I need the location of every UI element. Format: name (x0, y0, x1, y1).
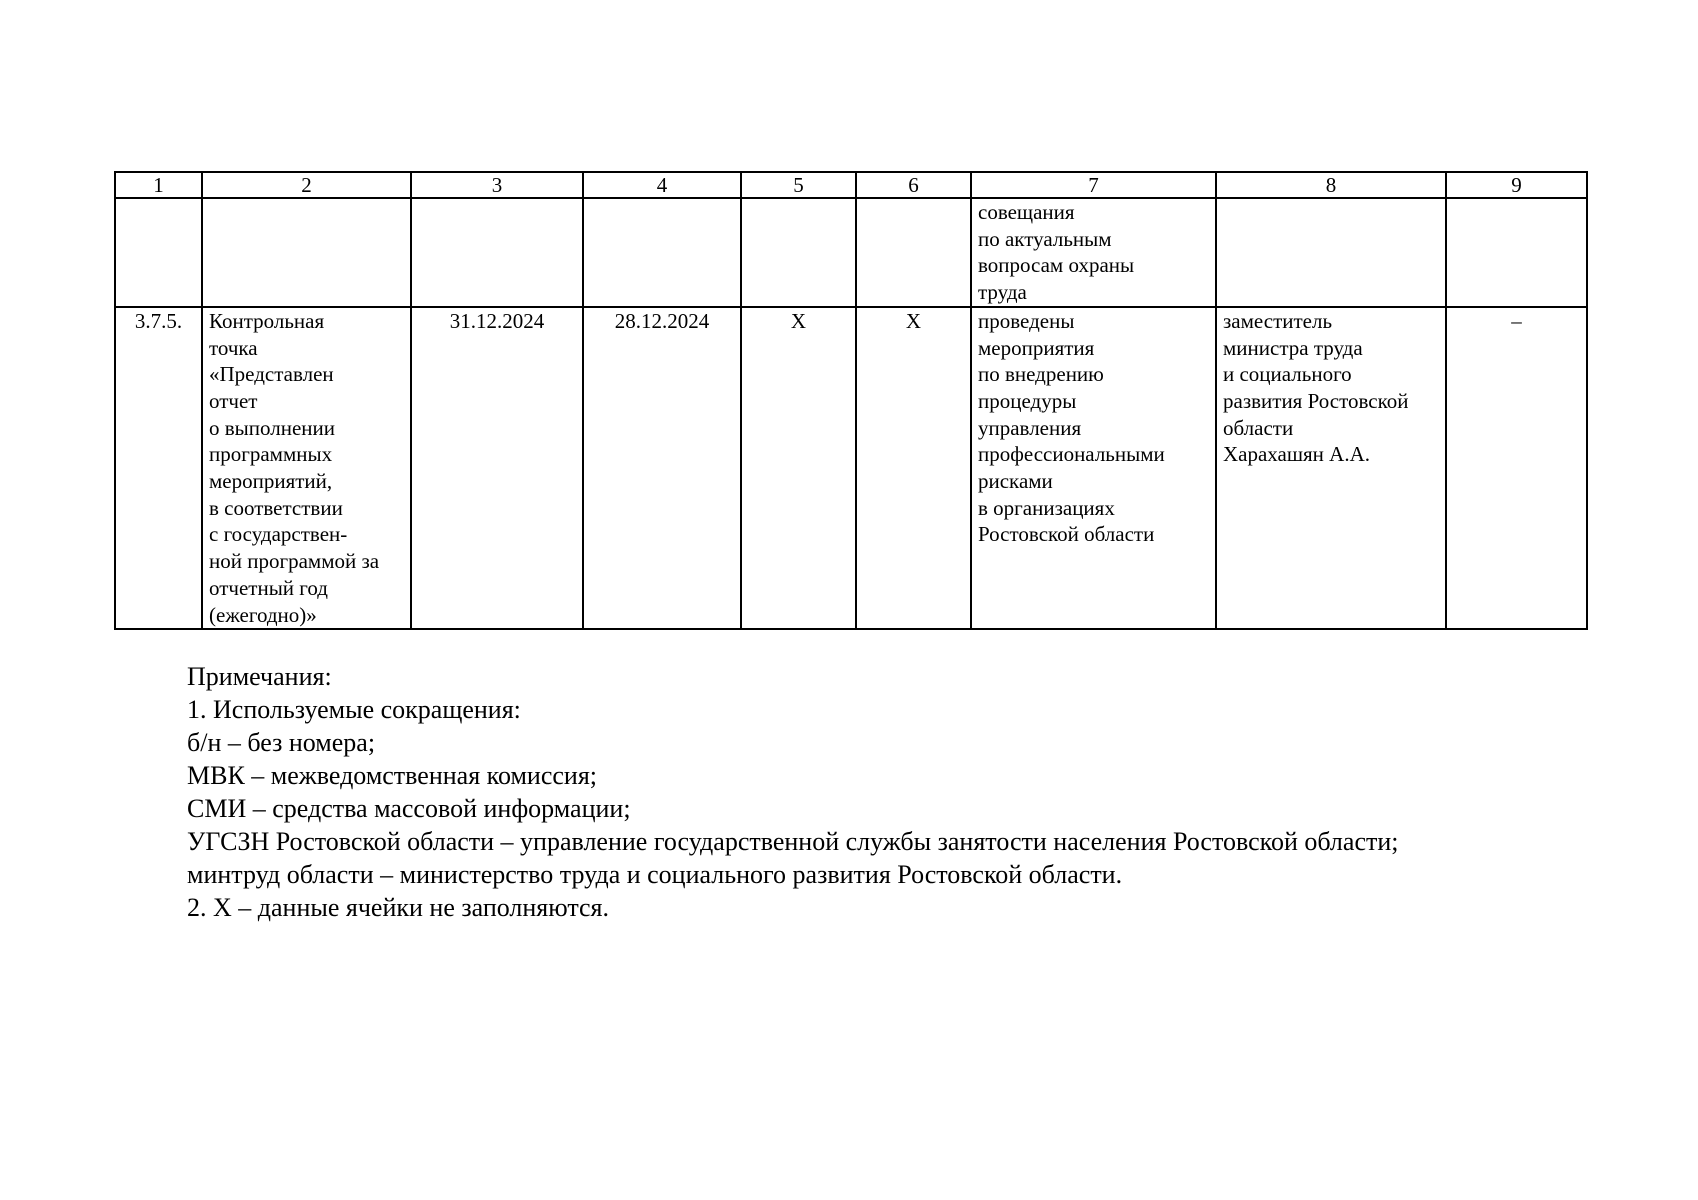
header-cell: 8 (1216, 172, 1446, 198)
table-cell: Х (856, 307, 971, 629)
header-cell: 1 (115, 172, 202, 198)
responsible-cell: заместитель министра труда и социального развития Ростовской области Харахашян А.А. (1216, 307, 1446, 629)
plan-table (114, 171, 1588, 630)
notes-line: СМИ – средства массовой информации; (187, 794, 631, 823)
notes-title: Примечания: (187, 662, 332, 691)
item-number-cell: 3.7.5. (115, 307, 202, 629)
header-cell: 5 (741, 172, 856, 198)
table-cell (741, 198, 856, 307)
table-cell (856, 198, 971, 307)
notes-section (187, 660, 1399, 924)
table-cell: Х (741, 307, 856, 629)
planned-date-cell: 31.12.2024 (411, 307, 583, 629)
notes-line: 1. Используемые сокращения: (187, 695, 521, 724)
table-header-row (115, 172, 1587, 198)
table-cell: совещания по актуальным вопросам охраны труда (971, 198, 1216, 307)
result-cell: проведены мероприятия по внедрению процедуры управления профессиональными рисками в организациях Ростовской области (971, 307, 1216, 629)
milestone-name-cell: Контрольная точка «Представлен отчет о выполнении программных мероприятий, в соответствии с государствен- ной программой за отчетный год (ежегодно)» (202, 307, 411, 629)
table-cell (1216, 198, 1446, 307)
notes-line: МВК – межведомственная комиссия; (187, 761, 598, 790)
table-cell (115, 198, 202, 307)
notes-line: б/н – без номера; (187, 728, 376, 757)
header-cell: 3 (411, 172, 583, 198)
header-cell: 2 (202, 172, 411, 198)
table-row (115, 307, 1587, 629)
table-cell (1446, 198, 1587, 307)
header-cell: 4 (583, 172, 741, 198)
actual-date-cell: 28.12.2024 (583, 307, 741, 629)
notes-line: УГСЗН Ростовской области – управление государственной службы занятости населения Ростовской области; (187, 827, 1399, 856)
header-cell: 6 (856, 172, 971, 198)
table-cell (202, 198, 411, 307)
table-cell (411, 198, 583, 307)
table-cell: – (1446, 307, 1587, 629)
header-cell: 9 (1446, 172, 1587, 198)
table-row (115, 198, 1587, 307)
header-cell: 7 (971, 172, 1216, 198)
notes-line: 2. Х – данные ячейки не заполняются. (187, 893, 610, 922)
notes-line: минтруд области – министерство труда и социального развития Ростовской области. (187, 860, 1123, 889)
table-cell (583, 198, 741, 307)
